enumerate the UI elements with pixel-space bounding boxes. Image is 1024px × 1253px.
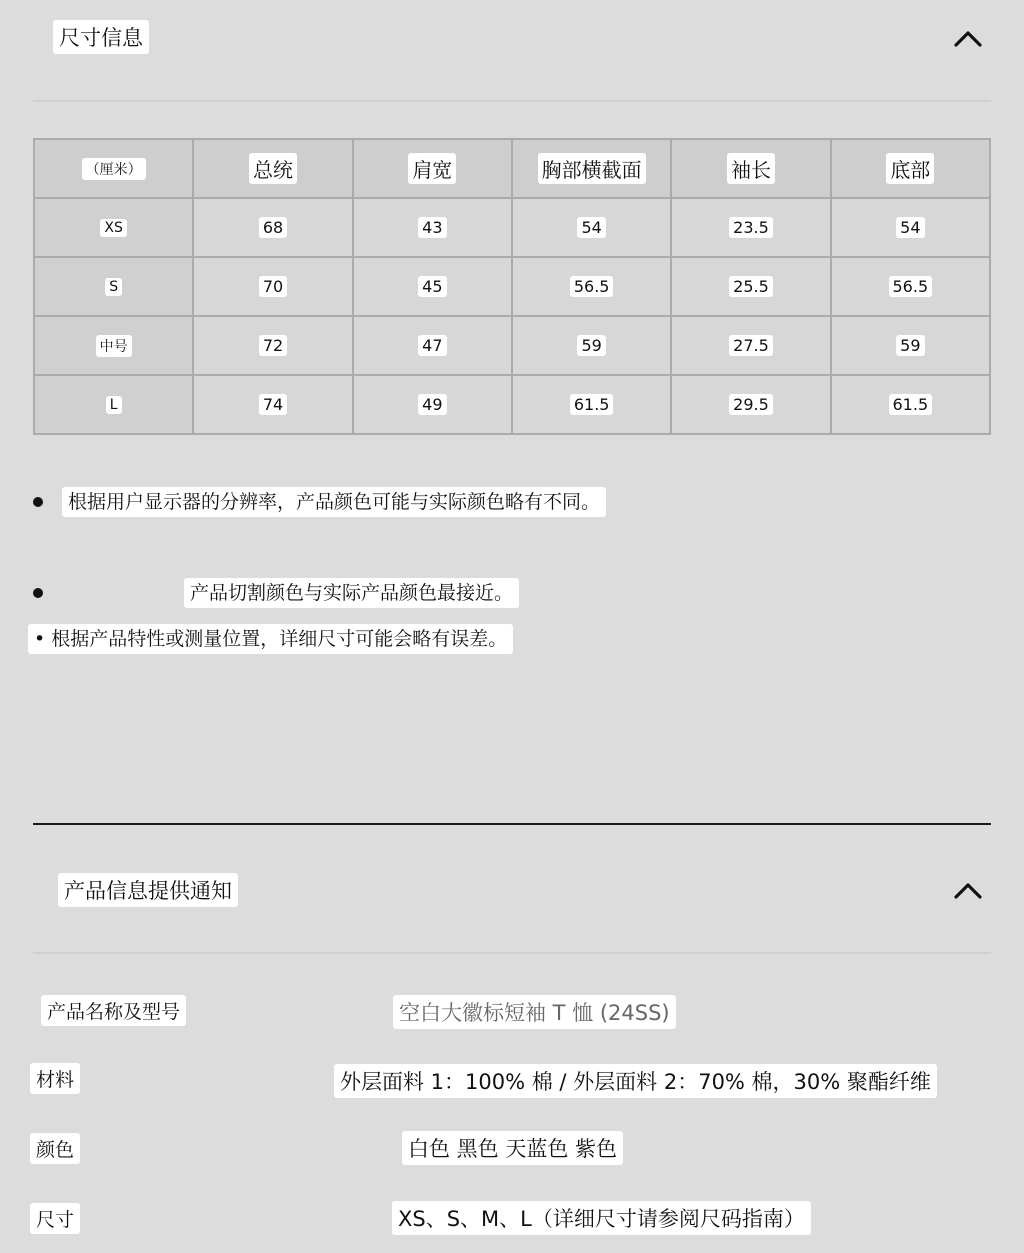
info-value-product-name: 空白大徽标短袖 T 恤 (24SS) xyxy=(393,995,676,1029)
section-separator xyxy=(33,823,991,825)
table-header-sleeve: 袖长 xyxy=(671,139,830,198)
table-row xyxy=(34,198,990,257)
bullet-dot-icon xyxy=(33,588,43,598)
table-cell: 72 xyxy=(193,316,352,375)
info-value-color: 白色 黑色 天蓝色 紫色 xyxy=(402,1131,623,1165)
table-header-chest: 胸部横截面 xyxy=(512,139,671,198)
table-cell: 56.5 xyxy=(831,257,990,316)
note-color-resolution: 根据用户显示器的分辨率，产品颜色可能与实际颜色略有不同。 xyxy=(62,487,606,517)
table-row xyxy=(34,257,990,316)
info-label-color: 颜色 xyxy=(30,1133,80,1164)
table-header-unit: （厘米） xyxy=(34,139,193,198)
table-cell: 25.5 xyxy=(671,257,830,316)
table-cell: 59 xyxy=(831,316,990,375)
info-label-material: 材料 xyxy=(30,1063,80,1094)
table-cell: 49 xyxy=(353,375,512,434)
info-value-size: XS、S、M、L（详细尺寸请参阅尺码指南） xyxy=(392,1201,811,1235)
table-cell: 70 xyxy=(193,257,352,316)
table-header-shoulder: 肩宽 xyxy=(353,139,512,198)
info-value-material: 外层面料 1：100% 棉 / 外层面料 2：70% 棉，30% 聚酯纤维 xyxy=(334,1064,937,1098)
table-cell: 61.5 xyxy=(831,375,990,434)
info-label-size: 尺寸 xyxy=(30,1203,80,1234)
table-cell: 74 xyxy=(193,375,352,434)
table-cell: 27.5 xyxy=(671,316,830,375)
section-divider xyxy=(33,100,991,102)
table-cell: 29.5 xyxy=(671,375,830,434)
table-cell: 68 xyxy=(193,198,352,257)
table-header-hem: 底部 xyxy=(831,139,990,198)
note-cut-color: 产品切割颜色与实际产品颜色最接近。 xyxy=(184,578,519,608)
table-header-total-length: 总统 xyxy=(193,139,352,198)
bullet-dot-icon xyxy=(33,497,43,507)
table-cell: 56.5 xyxy=(512,257,671,316)
table-cell: 47 xyxy=(353,316,512,375)
size-section-title[interactable]: 尺寸信息 xyxy=(53,20,149,54)
table-row xyxy=(34,375,990,434)
table-cell: 61.5 xyxy=(512,375,671,434)
table-cell: 54 xyxy=(831,198,990,257)
note-measurement-error: • 根据产品特性或测量位置，详细尺寸可能会略有误差。 xyxy=(28,624,513,654)
table-cell: 23.5 xyxy=(671,198,830,257)
table-row-size: XS xyxy=(34,198,193,257)
table-cell: 45 xyxy=(353,257,512,316)
section-divider xyxy=(33,952,991,954)
info-label-product-name: 产品名称及型号 xyxy=(41,995,186,1026)
table-cell: 59 xyxy=(512,316,671,375)
chevron-up-icon[interactable] xyxy=(954,28,976,50)
table-row-size: S xyxy=(34,257,193,316)
table-cell: 43 xyxy=(353,198,512,257)
table-row-size: 中号 xyxy=(34,316,193,375)
table-header-row xyxy=(34,139,990,198)
table-cell: 54 xyxy=(512,198,671,257)
product-section-title[interactable]: 产品信息提供通知 xyxy=(58,873,238,907)
table-row-size: L xyxy=(34,375,193,434)
size-table xyxy=(33,138,991,435)
chevron-up-icon[interactable] xyxy=(954,880,976,902)
table-row xyxy=(34,316,990,375)
